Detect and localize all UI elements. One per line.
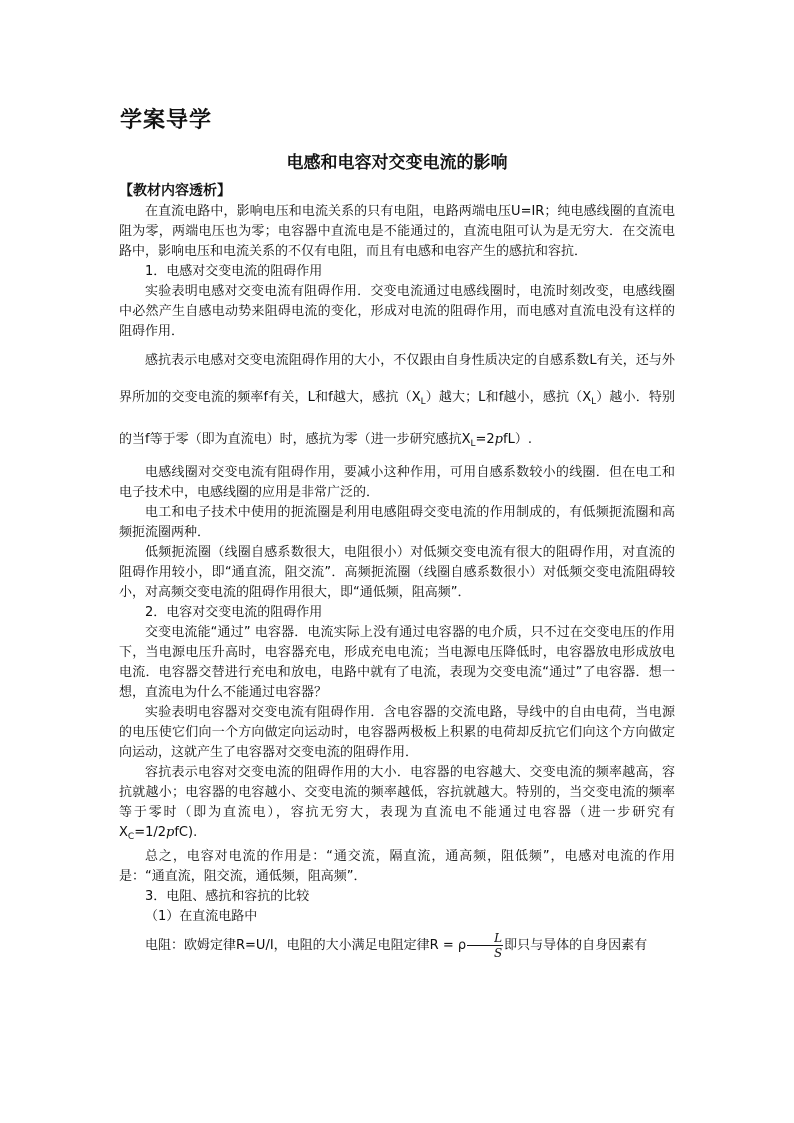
paragraph-inductive-reactance: 感抗表示电感对交变电流阻碍作用的大小，不仅跟由自身性质决定的自感系数L有关，还与外界所加的交变电流的频率f有关，L和f越大，感抗$(X_L)$越大；L和f越小，感抗$(X_L)$越小．特别的当f等于零（即为直流电）时，感抗为零（进一步研究感抗$X_L=2pfL$）. <box>119 353 675 449</box>
paragraph-capacitor-pass: 交变电流能“通过” 电容器．电流实际上没有通过电容器的电介质，只不过在交变电压的作用下，当电源电压升高时，电容器充电，形成充电电流；当电源电压降低时，电容器放电形成放电电流．电容器交替进行充电和放电，电路中就有了电流，表现为交变电流“通过”了电容器．想一想，直流电为什么不能通过电容器？ <box>119 625 675 700</box>
fraction-l-over-s: $\frac{L}{S}$ <box>467 931 503 960</box>
section-heading: 【教材内容透析】 <box>119 183 231 199</box>
subheading-capacitance: 2．电容对交变电流的阻碍作用 <box>145 605 323 620</box>
subheading-dc-circuit: （1）在直流电路中 <box>145 909 258 924</box>
paragraph-inductance-experiment: 实验表明电感对交变电流有阻碍作用．交变电流通过电感线圈时，电流时刻改变，电感线圈中必然产生自感电动势来阻碍电流的变化，形成对电流的阻碍作用，而电感对直流电没有这样的阻碍作用． <box>119 284 675 339</box>
subheading-comparison: 3．电阻、感抗和容抗的比较 <box>145 889 310 904</box>
rho-symbol: p <box>494 432 503 447</box>
paragraph-coil-usage: 电感线圈对交变电流有阻碍作用，要减小这种作用，可用自感系数较小的线圈．但在电工和电子技术中，电感线圈的应用是非常广泛的． <box>119 465 675 500</box>
page-header: 学案导学 <box>120 108 213 133</box>
paragraph-resistance: 电阻：欧姆定律R=U/I，电阻的大小满足电阻定律R = ρ $\frac{L}{S}$ 即只与导体的自身因素有 <box>145 931 648 960</box>
subheading-inductance: 1．电感对交变电流的阻碍作用 <box>145 264 323 279</box>
paragraph-intro: 在直流电路中，影响电压和电流关系的只有电阻，电路两端电压U=IR；纯电感线圈的直流电阻为零，两端电压也为零；电容器中直流电是不能通过的，直流电阻可认为是无穷大．在交流电路中，影响电压和电流关系的不仅有电阻，而且有电感和电容产生的感抗和容抗． <box>119 204 675 259</box>
document-title: 电感和电容对交变电流的影响 <box>286 153 508 173</box>
paragraph-capacitive-reactance: 容抗表示电容对交变电流的阻碍作用的大小．电容器的电容越大、交变电流的频率越高，容抗就越小；电容器的电容越小、交变电流的频率越低，容抗就越大。特别的，当交变电流的频率等于零时（即为直流电），容抗无穷大，表现为直流电不能通过电容器（进一步研究有$X_C=1/2pfC$). <box>119 765 675 842</box>
paragraph-capacitor-experiment: 实验表明电容器对交变电流有阻碍作用．含电容器的交流电路，导线中的自由电荷，当电源的电压使它们向一个方向做定向运动时，电容器两极板上积累的电荷却反抗它们向这个方向做定向运动，这就产生了电容器对交变电流的阻碍作用． <box>119 705 675 760</box>
document-body <box>119 202 675 964</box>
paragraph-summary: 总之，电容对电流的作用是：“通交流，隔直流，通高频，阻低频”，电感对电流的作用是：“通直流，阻交流，通低频，阻高频”． <box>119 849 675 884</box>
rho-symbol: p <box>166 825 175 840</box>
paragraph-choke-types: 低频扼流圈（线圈自感系数很大，电阻很小）对低频交变电流有很大的阻碍作用，对直流的阻碍作用较小，即“通直流，阻交流”．高频扼流圈（线圈自感系数很小）对低频交变电流阻碍较小，对高频交变电流的阻碍作用很大，即“通低频，阻高频”． <box>119 545 675 600</box>
paragraph-choke: 电工和电子技术中使用的扼流圈是利用电感阻碍交变电流的作用制成的，有低频扼流圈和高频扼流圈两种． <box>119 505 675 540</box>
